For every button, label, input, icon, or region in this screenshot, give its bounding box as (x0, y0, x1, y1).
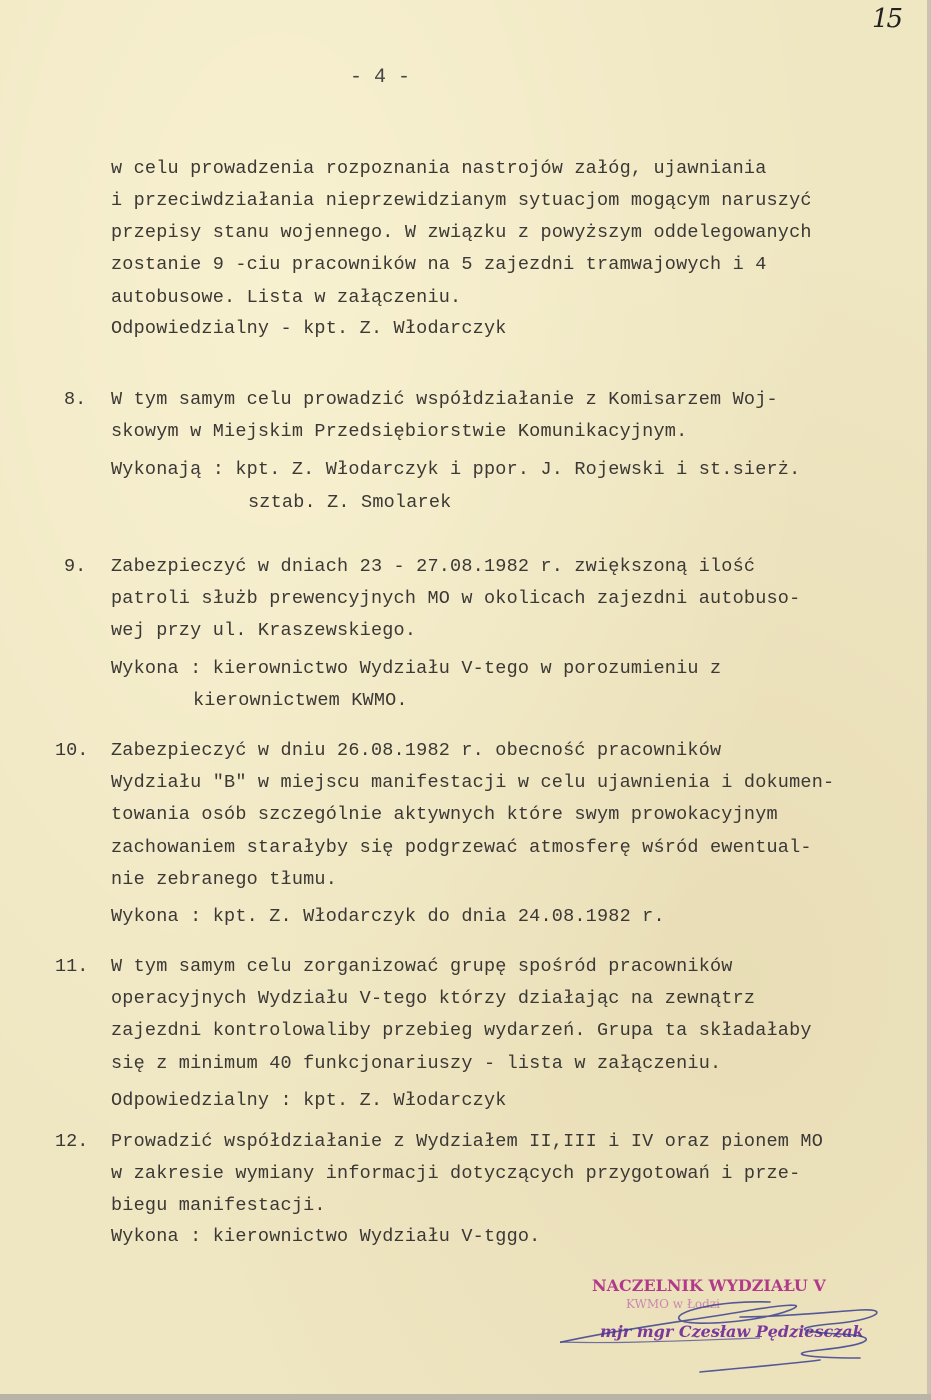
item-line: w zakresie wymiany informacji dotyczących przygotowań i prze- (111, 1163, 801, 1184)
item-number: 9. (64, 556, 87, 577)
item-responsible: Wykona : kierownictwo Wydziału V-tego w porozumieniu z (111, 658, 722, 679)
item-line: Zabezpieczyć w dniu 26.08.1982 r. obecność pracowników (111, 740, 722, 761)
item-line: zachowaniem starałyby się podgrzewać atmosferę wśród ewentual- (111, 837, 812, 858)
item-line: W tym samym celu zorganizować grupę spośród pracowników (111, 956, 733, 977)
page-marker: - 4 - (349, 66, 410, 89)
item-responsible: Wykona : kpt. Z. Włodarczyk do dnia 24.08.1982 r. (111, 906, 665, 927)
item-line: wej przy ul. Kraszewskiego. (111, 620, 417, 641)
paper-edge-right (927, 0, 931, 1400)
item-line: towania osób szczególnie aktywnych które swym prowokacyjnym (111, 804, 778, 825)
item-responsible: kierownictwem KWMO. (193, 690, 408, 711)
item-responsible: Wykona : kierownictwo Wydziału V-tggo. (111, 1226, 541, 1247)
intro-line: i przeciwdziałania nieprzewidzianym sytuacjom mogącym naruszyć (111, 190, 812, 211)
item-line: zajezdni kontrolowaliby przebieg wydarzeń. Grupa ta składałaby (111, 1020, 812, 1041)
item-number: 12. (55, 1131, 89, 1152)
item-line: się z minimum 40 funkcjonariuszy - lista w załączeniu. (111, 1053, 722, 1074)
item-line: Prowadzić współdziałanie z Wydziałem II,III i IV oraz pionem MO (111, 1131, 824, 1152)
item-line: Zabezpieczyć w dniach 23 - 27.08.1982 r. zwiększoną ilość (111, 556, 756, 577)
intro-line: autobusowe. Lista w załączeniu. (111, 287, 462, 308)
item-line: skowym w Miejskim Przedsiębiorstwie Komunikacyjnym. (111, 421, 688, 442)
stamp-office: KWMO w Łodzi (626, 1297, 720, 1311)
item-number: 11. (55, 956, 89, 977)
paper-edge-bottom (0, 1394, 931, 1400)
intro-line: zostanie 9 -ciu pracowników na 5 zajezdni tramwajowych i 4 (111, 254, 767, 275)
item-line: Wydziału "B" w miejscu manifestacji w celu ujawnienia i dokumen- (111, 772, 835, 793)
item-number: 10. (55, 740, 89, 761)
item-responsible: Wykonają : kpt. Z. Włodarczyk i ppor. J. Rojewski i st.sierż. (111, 459, 801, 480)
item-line: operacyjnych Wydziału V-tego którzy działając na zewnątrz (111, 988, 756, 1009)
item-responsible: sztab. Z. Smolarek (248, 492, 452, 513)
item-line: biegu manifestacji. (111, 1195, 326, 1216)
item-line: W tym samym celu prowadzić współdziałanie z Komisarzem Woj- (111, 389, 778, 410)
item-number: 8. (64, 389, 87, 410)
archive-page-number: 15 (872, 4, 902, 34)
official-stamp (560, 1272, 890, 1382)
intro-responsible: Odpowiedzialny - kpt. Z. Włodarczyk (111, 318, 507, 339)
item-responsible: Odpowiedzialny : kpt. Z. Włodarczyk (111, 1090, 507, 1111)
intro-line: w celu prowadzenia rozpoznania nastrojów załóg, ujawniania (111, 158, 767, 179)
stamp-title: NACZELNIK WYDZIAŁU V (592, 1276, 826, 1295)
item-line: nie zebranego tłumu. (111, 869, 338, 890)
item-line: patroli służb prewencyjnych MO w okolicach zajezdni autobuso- (111, 588, 801, 609)
handwritten-signature (560, 1272, 890, 1382)
intro-line: przepisy stanu wojennego. W związku z powyższym oddelegowanych (111, 222, 812, 243)
stamp-name: mjr mgr Czesław Pędziesczak (600, 1322, 864, 1341)
